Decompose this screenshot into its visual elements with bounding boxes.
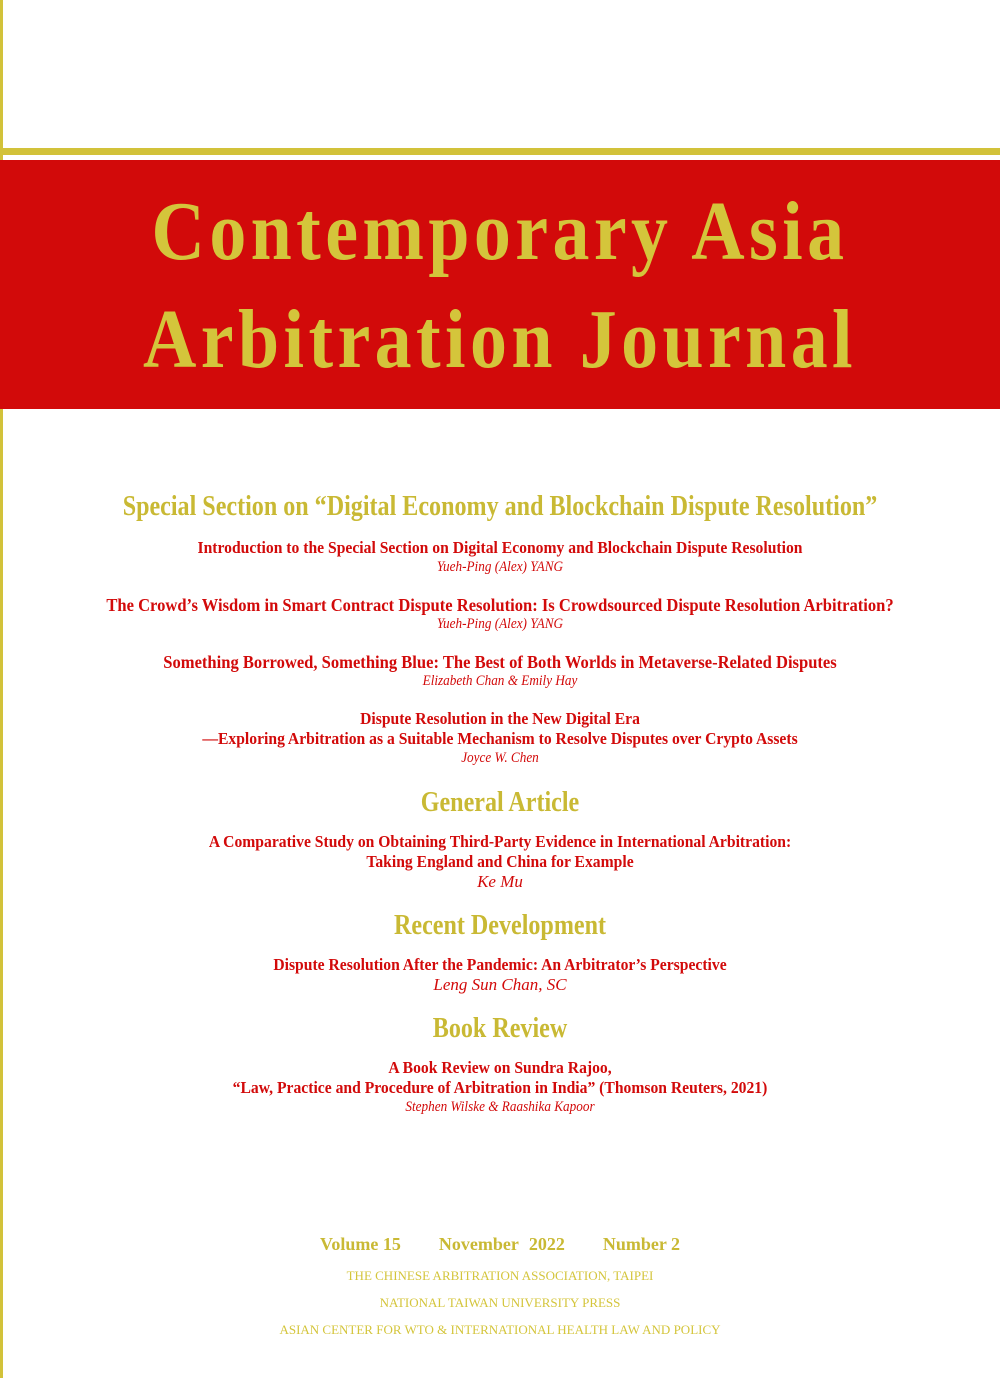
table-of-contents bbox=[0, 480, 1000, 1135]
journal-title bbox=[60, 178, 940, 394]
cover-footer bbox=[0, 1232, 1000, 1343]
article-author: Ke Mu bbox=[477, 872, 523, 891]
article-author: Stephen Wilske & Raashika Kapoor bbox=[405, 1099, 595, 1115]
book-review-heading: Book Review bbox=[432, 1013, 568, 1044]
recent-development-heading: Recent Development bbox=[394, 910, 606, 941]
article-title-line2: —Exploring Arbitration as a Suitable Mechanism to Resolve Disputes over Crypto Assets bbox=[202, 729, 798, 748]
journal-title-line2: Arbitration Journal bbox=[143, 293, 857, 386]
journal-title-line1: Contemporary Asia bbox=[151, 185, 849, 278]
article-entry[interactable] bbox=[0, 652, 1000, 691]
publisher-line: ASIAN CENTER FOR WTO & INTERNATIONAL HEALTH LAW AND POLICY bbox=[279, 1322, 721, 1337]
publisher-line: NATIONAL TAIWAN UNIVERSITY PRESS bbox=[379, 1295, 621, 1310]
publisher-line: THE CHINESE ARBITRATION ASSOCIATION, TAIPEI bbox=[346, 1268, 654, 1283]
article-title: The Crowd’s Wisdom in Smart Contract Dispute Resolution: Is Crowdsourced Dispute Resolution Arbitration? bbox=[106, 595, 894, 615]
article-entry[interactable] bbox=[0, 955, 1000, 994]
article-author: Joyce W. Chen bbox=[461, 750, 539, 766]
article-author: Leng Sun Chan, SC bbox=[433, 975, 567, 994]
article-entry[interactable] bbox=[0, 832, 1000, 891]
issue-info bbox=[0, 1232, 1000, 1256]
article-title: Introduction to the Special Section on Digital Economy and Blockchain Dispute Resolution bbox=[197, 538, 803, 557]
article-entry[interactable] bbox=[0, 595, 1000, 634]
article-title: Dispute Resolution After the Pandemic: An Arbitrator’s Perspective bbox=[273, 955, 727, 974]
article-entry[interactable] bbox=[0, 709, 1000, 768]
general-article-heading: General Article bbox=[420, 787, 580, 818]
top-gold-bar bbox=[0, 148, 1000, 155]
article-entry[interactable] bbox=[0, 538, 1000, 577]
article-author: Elizabeth Chan & Emily Hay bbox=[422, 673, 578, 689]
issue-month: November bbox=[438, 1234, 519, 1254]
article-title-line1: A Book Review on Sundra Rajoo, bbox=[388, 1058, 612, 1077]
article-entry[interactable] bbox=[0, 1058, 1000, 1117]
article-author: Yueh-Ping (Alex) YANG bbox=[436, 616, 564, 632]
issue-year: 2022 bbox=[528, 1234, 565, 1254]
special-section-heading: Special Section on “Digital Economy and Blockchain Dispute Resolution” bbox=[122, 491, 878, 522]
article-title-line1: A Comparative Study on Obtaining Third-Party Evidence in International Arbitration: bbox=[208, 832, 792, 851]
article-title-line2: Taking England and China for Example bbox=[366, 852, 634, 871]
issue-volume: Volume 15 bbox=[320, 1234, 401, 1254]
article-title: Something Borrowed, Something Blue: The Best of Both Worlds in Metaverse-Related Disputes bbox=[163, 652, 837, 672]
issue-number: Number 2 bbox=[602, 1234, 680, 1254]
article-author: Yueh-Ping (Alex) YANG bbox=[436, 559, 564, 575]
article-title-line1: Dispute Resolution in the New Digital Era bbox=[360, 709, 640, 728]
article-title-line2: “Law, Practice and Procedure of Arbitration in India” (Thomson Reuters, 2021) bbox=[232, 1078, 768, 1097]
